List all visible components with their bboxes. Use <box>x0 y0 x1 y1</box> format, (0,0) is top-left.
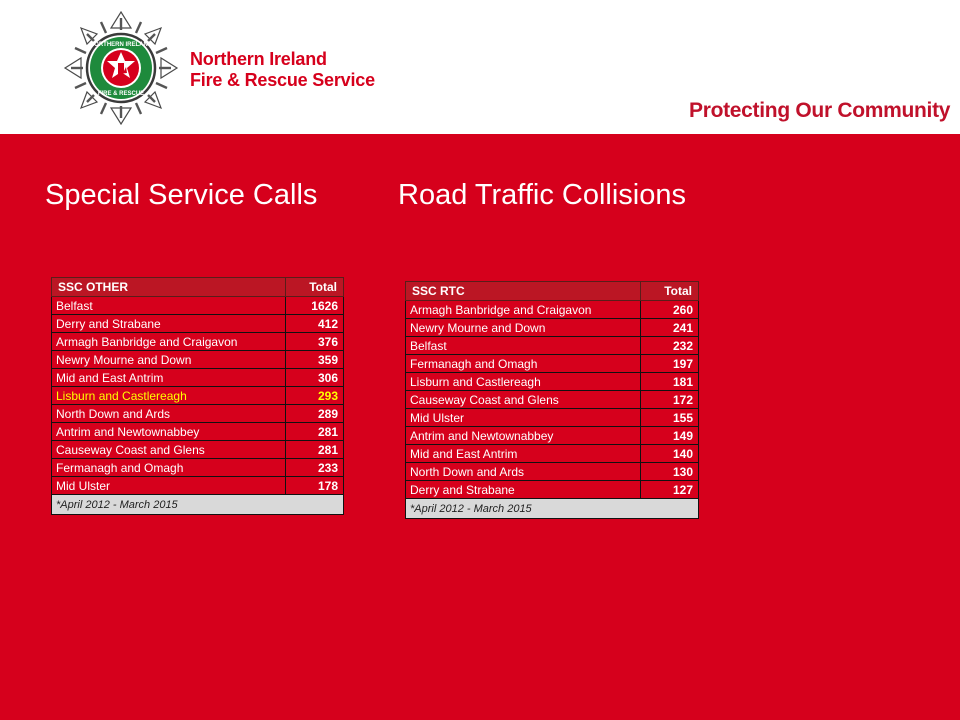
area-cell: Mid and East Antrim <box>406 445 641 463</box>
total-cell: 127 <box>641 481 699 499</box>
total-cell: 181 <box>641 373 699 391</box>
table-row <box>406 391 699 409</box>
table-row <box>406 319 699 337</box>
area-cell: Antrim and Newtownabbey <box>52 423 286 441</box>
organisation-name <box>190 49 375 91</box>
table-row <box>52 405 344 423</box>
table-row <box>406 409 699 427</box>
area-cell: Lisburn and Castlereagh <box>52 387 286 405</box>
area-cell: Lisburn and Castlereagh <box>406 373 641 391</box>
total-cell: 149 <box>641 427 699 445</box>
table-row <box>406 301 699 319</box>
area-cell: Mid Ulster <box>406 409 641 427</box>
total-cell: 281 <box>286 423 344 441</box>
rtc-header-total: Total <box>641 282 699 301</box>
table-row <box>52 387 344 405</box>
area-cell: Mid Ulster <box>52 477 286 495</box>
total-cell: 260 <box>641 301 699 319</box>
table-row <box>52 423 344 441</box>
table-row <box>52 315 344 333</box>
total-cell: 178 <box>286 477 344 495</box>
total-cell: 130 <box>641 463 699 481</box>
table-row <box>52 333 344 351</box>
ssc-other-table <box>51 277 344 515</box>
area-cell: Causeway Coast and Glens <box>52 441 286 459</box>
area-cell: Derry and Strabane <box>52 315 286 333</box>
total-cell: 289 <box>286 405 344 423</box>
table-footnote-row <box>52 495 344 515</box>
table-footnote-row <box>406 499 699 519</box>
area-cell: Belfast <box>406 337 641 355</box>
area-cell: Armagh Banbridge and Craigavon <box>406 301 641 319</box>
rtc-title: Road Traffic Collisions <box>398 179 686 211</box>
total-cell: 172 <box>641 391 699 409</box>
ssc-rtc-table <box>405 281 699 519</box>
area-cell: Belfast <box>52 297 286 315</box>
area-cell: North Down and Ards <box>406 463 641 481</box>
org-name-line1: Northern Ireland <box>190 49 327 69</box>
rtc-header-label: SSC RTC <box>406 282 641 301</box>
table-row <box>52 477 344 495</box>
total-cell: 232 <box>641 337 699 355</box>
area-cell: Fermanagh and Omagh <box>406 355 641 373</box>
org-name-line2: Fire & Rescue Service <box>190 70 375 90</box>
area-cell: Derry and Strabane <box>406 481 641 499</box>
table-header-row <box>406 282 699 301</box>
area-cell: Newry Mourne and Down <box>406 319 641 337</box>
table-header-row <box>52 278 344 297</box>
area-cell: Antrim and Newtownabbey <box>406 427 641 445</box>
rtc-footnote: *April 2012 - March 2015 <box>406 499 699 519</box>
area-cell: Newry Mourne and Down <box>52 351 286 369</box>
table-row <box>52 297 344 315</box>
logo-ring-text-bottom: FIRE & RESCUE <box>97 91 145 97</box>
area-cell: Armagh Banbridge and Craigavon <box>52 333 286 351</box>
total-cell: 140 <box>641 445 699 463</box>
logo-ring-text-top: NORTHERN IRELAND <box>89 42 153 48</box>
area-cell: Mid and East Antrim <box>52 369 286 387</box>
table-row <box>52 369 344 387</box>
table-row <box>406 337 699 355</box>
table-row <box>52 459 344 477</box>
table-row <box>406 373 699 391</box>
total-cell: 1626 <box>286 297 344 315</box>
total-cell: 376 <box>286 333 344 351</box>
ssc-title: Special Service Calls <box>45 179 318 211</box>
ssc-header-total: Total <box>286 278 344 297</box>
ssc-header-label: SSC OTHER <box>52 278 286 297</box>
table-row <box>406 445 699 463</box>
total-cell: 241 <box>641 319 699 337</box>
table-row <box>52 351 344 369</box>
nifrs-logo-icon <box>62 10 180 126</box>
total-cell: 412 <box>286 315 344 333</box>
table-row <box>52 441 344 459</box>
total-cell: 233 <box>286 459 344 477</box>
total-cell: 293 <box>286 387 344 405</box>
total-cell: 197 <box>641 355 699 373</box>
total-cell: 306 <box>286 369 344 387</box>
table-row <box>406 481 699 499</box>
header-bar <box>0 0 960 134</box>
table-row <box>406 355 699 373</box>
total-cell: 281 <box>286 441 344 459</box>
area-cell: North Down and Ards <box>52 405 286 423</box>
area-cell: Fermanagh and Omagh <box>52 459 286 477</box>
table-row <box>406 427 699 445</box>
tagline: Protecting Our Community <box>689 99 951 122</box>
ssc-footnote: *April 2012 - March 2015 <box>52 495 344 515</box>
area-cell: Causeway Coast and Glens <box>406 391 641 409</box>
total-cell: 359 <box>286 351 344 369</box>
total-cell: 155 <box>641 409 699 427</box>
table-row <box>406 463 699 481</box>
